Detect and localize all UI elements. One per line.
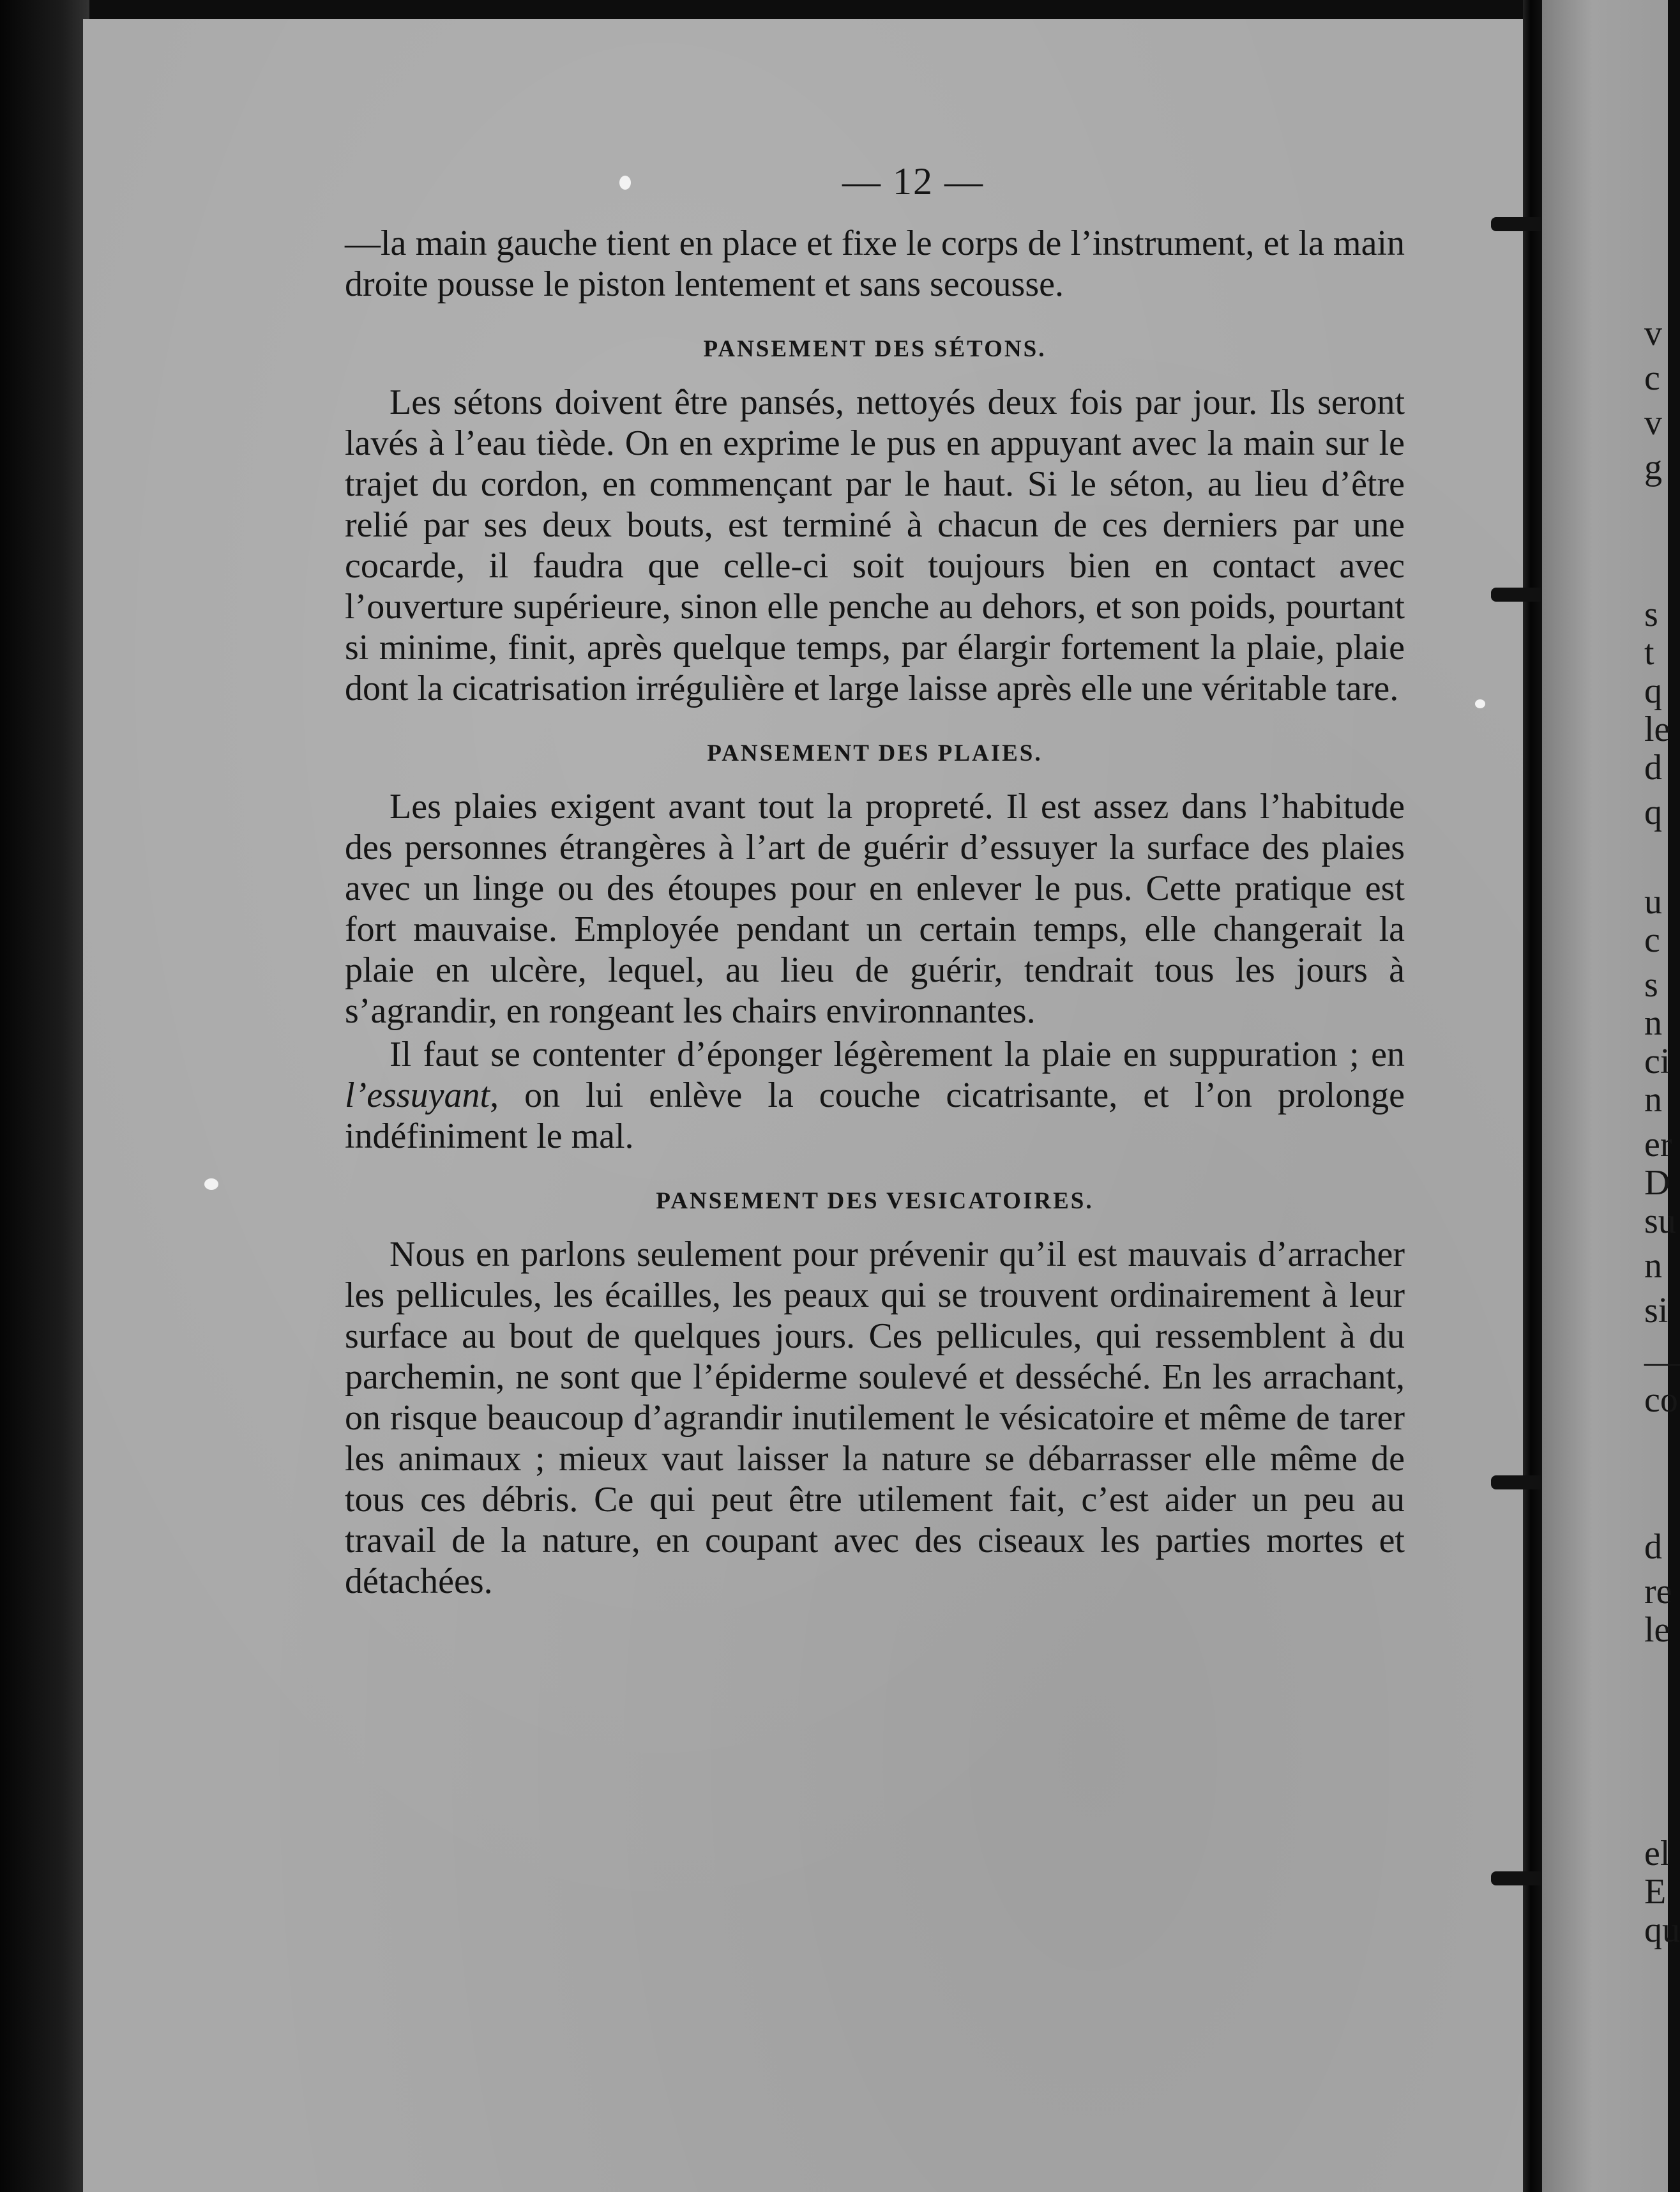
- book-spine: [1523, 0, 1542, 2192]
- adjacent-page-fragment: su: [1644, 1201, 1676, 1241]
- page-number: — 12 —: [842, 160, 984, 202]
- adjacent-page-fragment: s: [1644, 965, 1658, 1005]
- paragraph-vesicatoires: Nous en parlons seulement pour prévenir qu’il est mauvais d’arracher les pellicules, les écailles, les peaux qui se trouvent ordinairement à leur surface au bout de quelques jours. Ces pellicules, qui ressemblent à du parchemin, ne sont que l’épiderme soulevé et desséché. En les arrachant, on risque beaucoup d’agrandir inutilement le vésicatoire et même de tarer les animaux ; mieux vaut laisser la nature se débarrasser elle même de tous ces débris. Ce qui peut être utilement fait, c’est aider un peu au travail de la nature, en coupant avec des ciseaux les parties mortes et détachées.: [345, 1235, 1405, 1601]
- adjacent-page-fragment: si: [1644, 1291, 1669, 1330]
- paragraph-plaies: Les plaies exigent avant tout la propreté. Il est assez dans l’habitude des personnes étrangères à l’art de guérir d’essuyer la surface des plaies avec un linge ou des étoupes pour en enlever le pus. Cette pratique est fort mauvaise. Employée pendant un certain temps, elle changerait la plaie en ulcère, lequel, au lieu de guérir, tendrait tous les jours à s’agrandir, en rongeant les chairs environnantes.: [345, 787, 1405, 1031]
- section-heading-plaies: PANSEMENT DES PLAIES.: [707, 740, 1043, 766]
- adjacent-page-fragment: qu: [1644, 1910, 1680, 1950]
- adjacent-page-fragment: E: [1644, 1872, 1667, 1912]
- scan-speck: [1475, 699, 1485, 708]
- intro-paragraph: —la main gauche tient en place et fixe le corps de l’instrument, et la main droite pousse le piston lentement et sans secousse.: [345, 224, 1405, 304]
- adjacent-page-fragment: re: [1644, 1572, 1672, 1611]
- text-run: Il faut se contenter d’éponger légèrement la plaie en suppuration ; en: [390, 1035, 1405, 1074]
- italic-term: l’essuyant: [345, 1076, 490, 1115]
- adjacent-page-fragment: d: [1644, 748, 1662, 788]
- page-content: [345, 160, 1405, 1602]
- adjacent-page-fragment: ci: [1644, 1042, 1670, 1081]
- adjacent-page-fragment: t: [1644, 633, 1654, 673]
- adjacent-page-fragment: n: [1644, 1246, 1662, 1286]
- adjacent-page-fragment: c: [1644, 358, 1660, 398]
- paragraph-plaies-2: [345, 1034, 1405, 1157]
- adjacent-page-fragment: D: [1644, 1163, 1670, 1203]
- adjacent-page-fragment: g: [1644, 448, 1662, 487]
- adjacent-page-fragment: q: [1644, 671, 1662, 711]
- paragraph-setons: Les sétons doivent être pansés, nettoyés deux fois par jour. Ils seront lavés à l’eau tiède. On en exprime le pus en appuyant avec la main sur le trajet du cordon, en commençant par le haut. Si le séton, au lieu d’être relié par ses deux bouts, est terminé à chacun de ces derniers par une cocarde, il faudra que celle-ci soit toujours bien en contact avec l’ouverture supérieure, sinon elle penche au dehors, et son poids, pourtant si minime, finit, après quelque temps, par élargir fortement la plaie, plaie dont la cicatrisation irrégulière et large laisse après elle une véritable tare.: [345, 383, 1405, 708]
- adjacent-page-fragment: —: [1644, 1342, 1680, 1381]
- text-run: , on lui enlève la couche cicatrisante, et l’on prolonge indéfiniment le mal.: [345, 1076, 1405, 1156]
- adjacent-page-fragment: co: [1644, 1380, 1678, 1420]
- adjacent-page-fragment: n: [1644, 1003, 1662, 1043]
- adjacent-page-fragment: el: [1644, 1834, 1670, 1873]
- section-heading-setons: PANSEMENT DES SÉTONS.: [703, 336, 1047, 362]
- section-heading-vesicatoires: PANSEMENT DES VESICATOIRES.: [656, 1188, 1094, 1214]
- adjacent-page-fragment: v: [1644, 314, 1662, 353]
- adjacent-page-fragment: s: [1644, 595, 1658, 634]
- adjacent-page-fragment: d: [1644, 1527, 1662, 1567]
- adjacent-page-fragment: n: [1644, 1080, 1662, 1120]
- adjacent-page-fragment: v: [1644, 403, 1662, 443]
- adjacent-page: [1542, 0, 1680, 2192]
- adjacent-page-fragment: le: [1644, 710, 1670, 749]
- adjacent-page-fragment: u: [1644, 882, 1662, 922]
- adjacent-page-fragment: er: [1644, 1125, 1672, 1164]
- scan-left-margin: [0, 0, 89, 2192]
- adjacent-page-fragment: c: [1644, 920, 1660, 960]
- scan-speck: [204, 1178, 218, 1190]
- adjacent-page-fragment: le: [1644, 1610, 1670, 1650]
- adjacent-page-fragment: q: [1644, 793, 1662, 832]
